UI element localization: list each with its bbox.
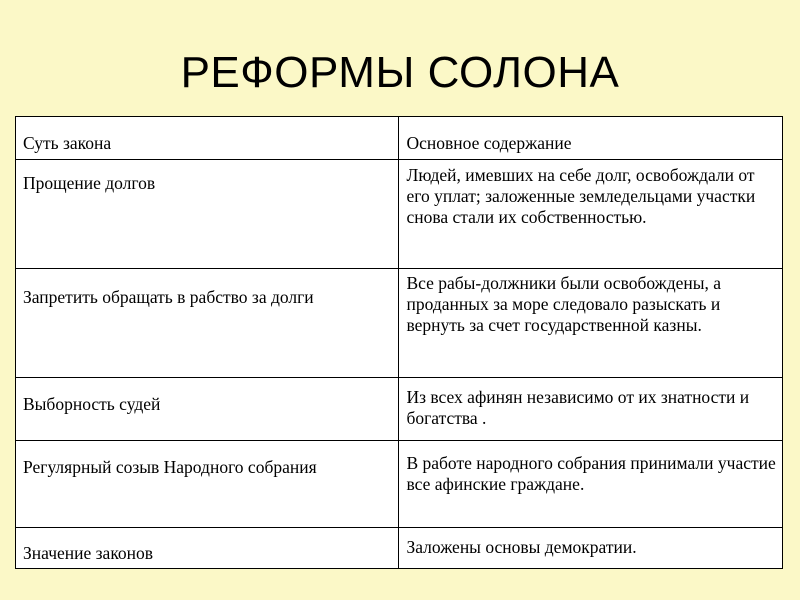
content-cell [399, 160, 783, 269]
content-text: Заложены основы демократии. [406, 537, 637, 557]
content-text: Все рабы-должники были освобождены, а проданных за море следовало разыскать и вернуть за счет государственной казны. [406, 273, 722, 335]
law-cell [16, 269, 399, 378]
content-cell [399, 441, 783, 528]
table-row [16, 441, 783, 528]
table-row [16, 160, 783, 269]
law-text: Значение законов [23, 543, 154, 563]
content-text: В работе народного собрания принимали участие все афинские граждане. [406, 453, 776, 494]
law-cell [16, 441, 399, 528]
law-text: Запретить обращать в рабство за долги [23, 287, 314, 307]
header-law-label: Суть закона [23, 133, 112, 153]
content-cell [399, 269, 783, 378]
reforms-table [15, 116, 783, 569]
law-cell [16, 378, 399, 441]
header-cell-law [16, 117, 399, 160]
law-cell [16, 528, 399, 569]
table-header-row [16, 117, 783, 160]
law-cell [16, 160, 399, 269]
content-text: Людей, имевших на себе долг, освобождали от его уплат; заложенные земледельцами участки снова стали их собственностью. [406, 165, 756, 227]
table-row [16, 269, 783, 378]
header-cell-content [399, 117, 783, 160]
content-cell [399, 378, 783, 441]
content-text: Из всех афинян независимо от их знатности и богатства . [406, 387, 750, 428]
table-row [16, 378, 783, 441]
header-content-label: Основное содержание [406, 133, 572, 153]
law-text: Выборность судей [23, 394, 161, 414]
page-title: РЕФОРМЫ СОЛОНА [180, 48, 620, 97]
content-cell [399, 528, 783, 569]
table-row [16, 528, 783, 569]
law-text: Прощение долгов [23, 173, 156, 193]
law-text: Регулярный созыв Народного собрания [23, 457, 317, 477]
